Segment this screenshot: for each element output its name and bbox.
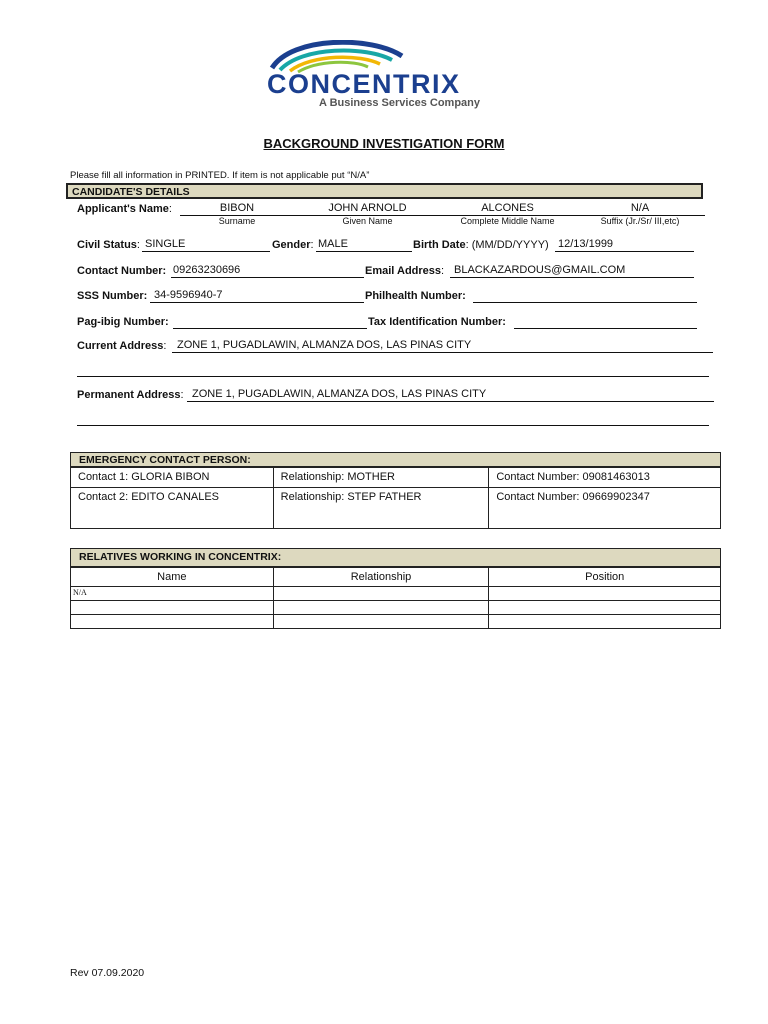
contact-number-label: Contact Number: [77, 265, 167, 277]
middle-name-caption: Complete Middle Name [460, 216, 555, 226]
relatives-section-header [70, 548, 721, 567]
current-address-value: ZONE 1, PUGADLAWIN, ALMANZA DOS, LAS PINAS CITY [177, 339, 472, 351]
email-value: BLACKAZARDOUS@GMAIL.COM [454, 264, 626, 276]
company-logo [262, 40, 512, 110]
permanent-address-line-2[interactable] [77, 425, 709, 426]
logo-wordmark: CONCENTRIX [267, 69, 461, 99]
current-address-label: Current Address: [77, 340, 167, 352]
contact-number-value: 09263230696 [173, 264, 241, 276]
revision-footer: Rev 07.09.2020 [70, 967, 145, 979]
relatives-header-position: Position [489, 568, 721, 587]
emergency-contact-relationship[interactable]: Relationship: MOTHER [273, 468, 489, 488]
emergency-contact-number[interactable]: Contact Number: 09081463013 [489, 468, 721, 488]
relatives-row [71, 587, 721, 601]
pagibig-label: Pag-ibig Number: [77, 316, 169, 328]
sss-field[interactable] [150, 289, 364, 303]
civil-status-label: Civil Status: [77, 239, 140, 251]
emergency-section-header [70, 452, 721, 467]
tin-field[interactable] [514, 315, 697, 329]
philhealth-label: Philhealth Number: [365, 290, 466, 302]
pagibig-field[interactable] [173, 315, 367, 329]
emergency-contact-row [71, 468, 721, 488]
emergency-contact-relationship[interactable]: Relationship: STEP FATHER [273, 488, 489, 529]
suffix-value: N/A [630, 202, 650, 214]
relative-position-cell[interactable] [489, 587, 721, 601]
tin-label: Tax Identification Number: [368, 316, 506, 328]
emergency-contact-name[interactable]: Contact 2: EDITO CANALES [71, 488, 274, 529]
relatives-header-name: Name [71, 568, 274, 587]
middle-name-value: ALCONES [481, 202, 534, 214]
relative-relationship-cell[interactable] [273, 615, 489, 629]
relative-position-cell[interactable] [489, 615, 721, 629]
relative-name-cell[interactable] [71, 615, 274, 629]
contact-number-field[interactable] [171, 264, 364, 278]
birth-date-label: Birth Date: (MM/DD/YYYY) [413, 239, 549, 251]
birth-date-field[interactable] [555, 238, 694, 252]
form-title: BACKGROUND INVESTIGATION FORM [263, 136, 505, 151]
birth-date-value: 12/13/1999 [558, 238, 614, 250]
emergency-contact-name[interactable]: Contact 1: GLORIA BIBON [71, 468, 274, 488]
relative-relationship-cell[interactable] [273, 587, 489, 601]
civil-status-value: SINGLE [145, 238, 186, 250]
applicant-name-label: Applicant's Name: [77, 203, 172, 215]
civil-status-field[interactable] [142, 238, 270, 252]
philhealth-field[interactable] [473, 289, 697, 303]
current-address-field[interactable] [172, 339, 713, 353]
logo-tagline: A Business Services Company [319, 97, 480, 109]
form-instruction: Please fill all information in PRINTED. If item is not applicable put “N/A” [70, 170, 370, 181]
relative-relationship-cell[interactable] [273, 601, 489, 615]
sss-label: SSS Number: [77, 290, 148, 302]
relatives-section-title: RELATIVES WORKING IN CONCENTRIX: [79, 551, 282, 563]
given-name-value: JOHN ARNOLD [328, 202, 407, 214]
emergency-contact-table [70, 467, 721, 529]
permanent-address-value: ZONE 1, PUGADLAWIN, ALMANZA DOS, LAS PINAS CITY [192, 388, 487, 400]
sss-value: 34-9596940-7 [154, 289, 223, 301]
emergency-contact-number[interactable]: Contact Number: 09669902347 [489, 488, 721, 529]
relative-name-cell[interactable] [71, 601, 274, 615]
gender-label: Gender: [272, 239, 314, 251]
emergency-section-title: EMERGENCY CONTACT PERSON: [79, 454, 251, 466]
given-name-caption: Given Name [342, 216, 393, 226]
current-address-line-2[interactable] [77, 376, 709, 377]
relatives-row [71, 601, 721, 615]
candidate-section-header: CANDIDATE'S DETAILS [66, 183, 703, 199]
email-field[interactable] [450, 264, 694, 278]
surname-value: BIBON [219, 202, 255, 214]
relative-position-cell[interactable] [489, 601, 721, 615]
emergency-contact-row [71, 488, 721, 529]
gender-value: MALE [318, 238, 348, 250]
permanent-address-label: Permanent Address: [77, 389, 184, 401]
surname-caption: Surname [218, 216, 256, 226]
relatives-header-row [71, 568, 721, 587]
relatives-header-relationship: Relationship [273, 568, 489, 587]
relatives-table [70, 567, 721, 629]
relative-name-cell[interactable]: N/A [71, 587, 274, 601]
gender-field[interactable] [316, 238, 412, 252]
permanent-address-field[interactable] [187, 388, 714, 402]
email-label: Email Address: [365, 265, 445, 277]
relatives-row [71, 615, 721, 629]
suffix-caption: Suffix (Jr./Sr/ III,etc) [600, 216, 680, 226]
